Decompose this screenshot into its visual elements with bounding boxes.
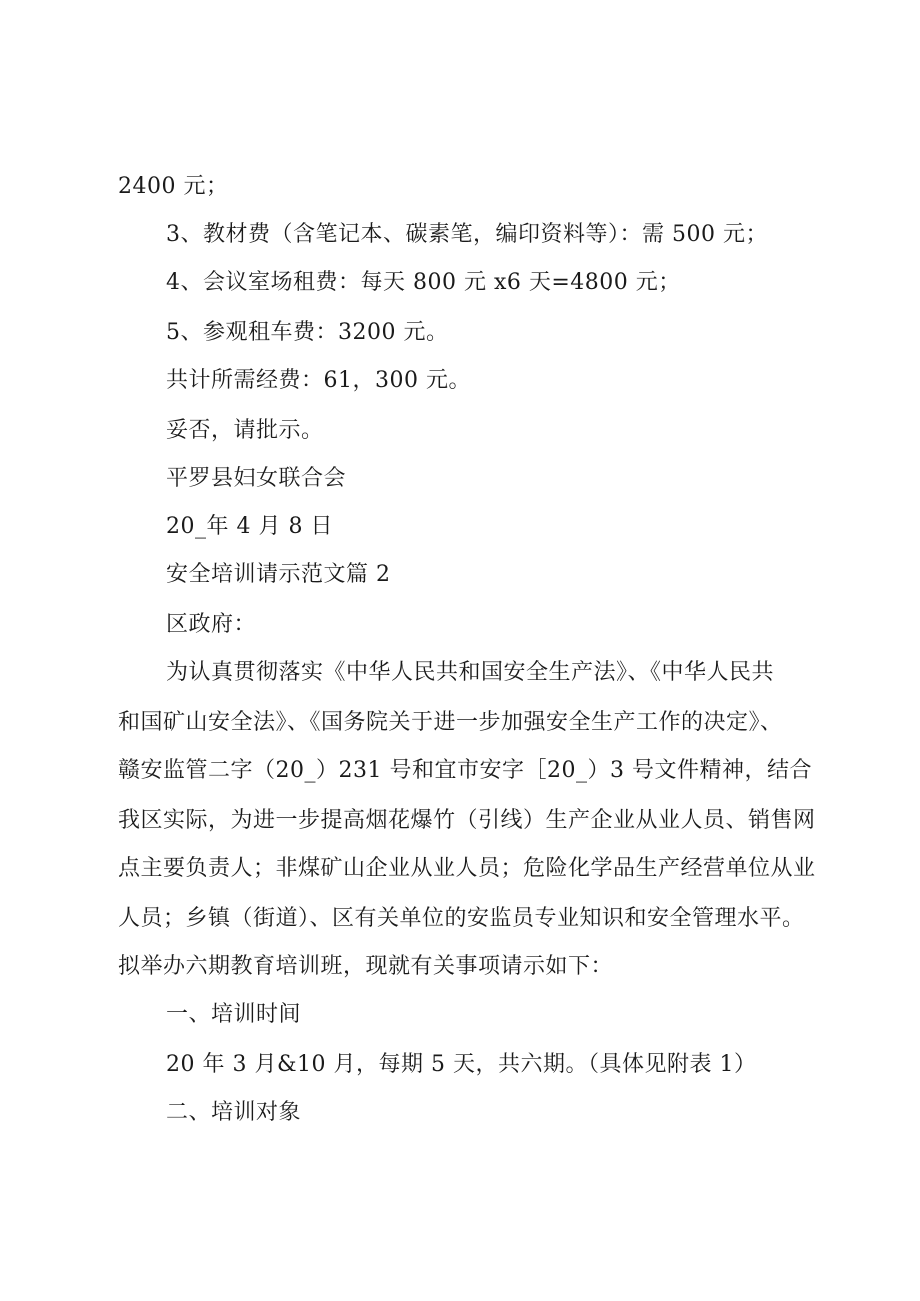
addressee: 区政府： (166, 612, 257, 637)
text-line: 拟举办六期教育培训班，现就有关事项请示如下： (118, 954, 614, 979)
text-line: 妥否，请批示。 (166, 418, 324, 443)
text-line: 20_年 4 月 8 日 (166, 514, 333, 539)
section-heading: 一、培训时间 (166, 1002, 302, 1027)
text-line: 5、参观租车费：3200 元。 (166, 320, 449, 345)
text-line: 人员；乡镇（街道）、区有关单位的安监员专业知识和安全管理水平。 (118, 906, 805, 931)
text-line: 和国矿山安全法》、《国务院关于进一步加强安全生产工作的决定》、 (118, 710, 783, 735)
text-line: 点主要负责人；非煤矿山企业从业人员；危险化学品生产经营单位从业 (118, 856, 816, 881)
text-line: 2400 元； (118, 174, 229, 199)
text-line: 为认真贯彻落实《中华人民共和国安全生产法》、《中华人民共 (166, 660, 775, 685)
text-line: 我区实际，为进一步提高烟花爆竹（引线）生产企业从业人员、销售网 (118, 808, 816, 833)
text-line: 共计所需经费：61，300 元。 (166, 368, 471, 393)
text-line: 4、会议室场租费：每天 800 元 x6 天=4800 元； (166, 270, 681, 295)
section-heading: 二、培训对象 (166, 1100, 302, 1125)
text-line: 20 年 3 月&10 月，每期 5 天，共六期。（具体见附表 1） (166, 1052, 757, 1077)
text-line: 赣安监管二字（20_）231 号和宜市安字［20_）3 号文件精神，结合 (118, 758, 812, 783)
text-line: 平罗县妇女联合会 (166, 466, 347, 491)
section-title: 安全培训请示范文篇 2 (166, 562, 391, 587)
text-line: 3、教材费（含笔记本、碳素笔，编印资料等）：需 500 元； (166, 222, 768, 247)
